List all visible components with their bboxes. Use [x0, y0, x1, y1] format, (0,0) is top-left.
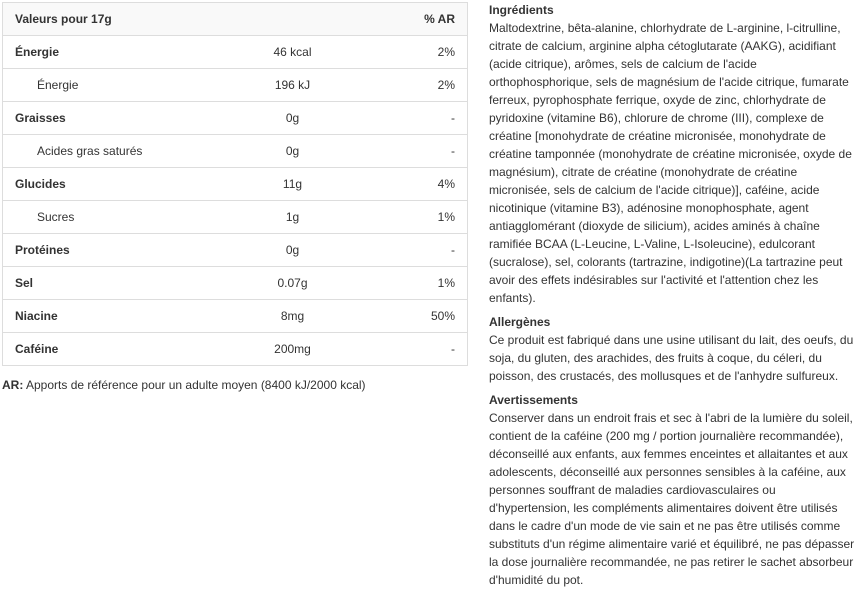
footnote-label: AR:: [2, 378, 24, 392]
footnote-text: Apports de référence pour un adulte moyen (8400 kJ/2000 kcal): [23, 378, 366, 392]
ingredients-section: [489, 2, 857, 307]
nutrient-label: Sel: [3, 267, 218, 300]
header-value: [218, 3, 368, 36]
nutrient-label: Niacine: [3, 300, 218, 333]
nutrient-label: Caféine: [3, 333, 218, 366]
table-row: [3, 267, 468, 300]
ar-footnote: [2, 378, 467, 393]
nutrient-label: Énergie: [3, 69, 218, 102]
nutrient-label: Protéines: [3, 234, 218, 267]
nutrient-value: 46 kcal: [218, 36, 368, 69]
allergens-section: [489, 314, 857, 385]
nutrient-ar: 1%: [368, 201, 468, 234]
allergens-title: Allergènes: [489, 315, 551, 329]
nutrient-label: Acides gras saturés: [3, 135, 218, 168]
nutrition-table: [2, 2, 468, 366]
table-row: [3, 36, 468, 69]
nutrient-label: Glucides: [3, 168, 218, 201]
nutrient-ar: -: [368, 333, 468, 366]
table-row: [3, 102, 468, 135]
table-row: [3, 234, 468, 267]
nutrient-value: 0g: [218, 135, 368, 168]
nutrient-ar: 2%: [368, 69, 468, 102]
table-row: [3, 333, 468, 366]
nutrient-value: 8mg: [218, 300, 368, 333]
nutrient-value: 200mg: [218, 333, 368, 366]
nutrient-ar: 1%: [368, 267, 468, 300]
nutrient-ar: 2%: [368, 36, 468, 69]
nutrient-value: 196 kJ: [218, 69, 368, 102]
nutrient-ar: 50%: [368, 300, 468, 333]
table-row: [3, 135, 468, 168]
nutrient-ar: 4%: [368, 168, 468, 201]
ingredients-text: Maltodextrine, bêta-alanine, chlorhydrate de L-arginine, l-citrulline, citrate de calcium, arginine alpha cétoglutarate (AAKG), acidifiant (acide citrique), arômes, sels de calcium de l'acide orthophosphorique, sels de magnésium de l'acide citrique, fumarate ferreux, pyrophosphate ferrique, oxyde de zinc, chlorhydrate de pyridoxine (vitamine B6), chlorure de chrome (III), complexe de créatine [monohydrate de créatine micronisée, monohydrate de créatine tamponnée (monohydrate de créatine micronisée, oxyde de magnésium), citrate de créatine (monohydrate de créatine micronisée, sels de calcium de l'acide citrique)], caféine, acide nicotinique (vitamine B3), adénosine monophosphate, agent antiagglomérant (dioxyde de silicium), acides aminés à chaîne ramifiée BCAA (L-Leucine, L-Valine, L-Isoleucine), edulcorant (sucralose), sel, colorants (tartrazine, indigotine)(La tartrazine peut avoir des effets indésirables sur l'activité et l'attention chez les enfants).: [489, 21, 852, 305]
warnings-text: Conserver dans un endroit frais et sec à l'abri de la lumière du soleil, contient de la caféine (200 mg / portion journalière recommandée), déconseillé aux enfants, aux femmes enceintes et allaitantes et aux adolescents, déconseillé aux personnes sensibles à la caféine, aux personnes souffrant de maladies cardiovasculaires ou d'hypertension, les compléments alimentaires doivent être utilisés dans le cadre d'un mode de vie sain et ne pas être utilisés comme substituts d'un régime alimentaire varié et équilibré, ne pas dépasser la dose journalière recommandée, ne pas retirer le sachet absorbeur d'humidité du pot.: [489, 411, 855, 587]
nutrient-value: 11g: [218, 168, 368, 201]
header-ar: % AR: [368, 3, 468, 36]
warnings-section: [489, 392, 857, 589]
allergens-text: Ce produit est fabriqué dans une usine utilisant du lait, des oeufs, du soja, du gluten, des arachides, des fruits à coque, du céleri, du poisson, des crustacés, des mollusques et de l'anhydre sulfureux.: [489, 333, 854, 383]
nutrient-label: Graisses: [3, 102, 218, 135]
nutrient-value: 0g: [218, 102, 368, 135]
nutrient-value: 0.07g: [218, 267, 368, 300]
nutrient-ar: -: [368, 102, 468, 135]
product-info-panel: [489, 2, 857, 589]
nutrition-panel: [2, 2, 467, 393]
table-row: [3, 300, 468, 333]
nutrient-label: Énergie: [3, 36, 218, 69]
header-serving: Valeurs pour 17g: [3, 3, 218, 36]
nutrient-ar: -: [368, 135, 468, 168]
ingredients-title: Ingrédients: [489, 3, 554, 17]
table-row: [3, 201, 468, 234]
warnings-title: Avertissements: [489, 393, 578, 407]
nutrient-value: 0g: [218, 234, 368, 267]
nutrition-header-row: [3, 3, 468, 36]
table-row: [3, 168, 468, 201]
nutrient-value: 1g: [218, 201, 368, 234]
nutrient-ar: -: [368, 234, 468, 267]
table-row: [3, 69, 468, 102]
nutrient-label: Sucres: [3, 201, 218, 234]
